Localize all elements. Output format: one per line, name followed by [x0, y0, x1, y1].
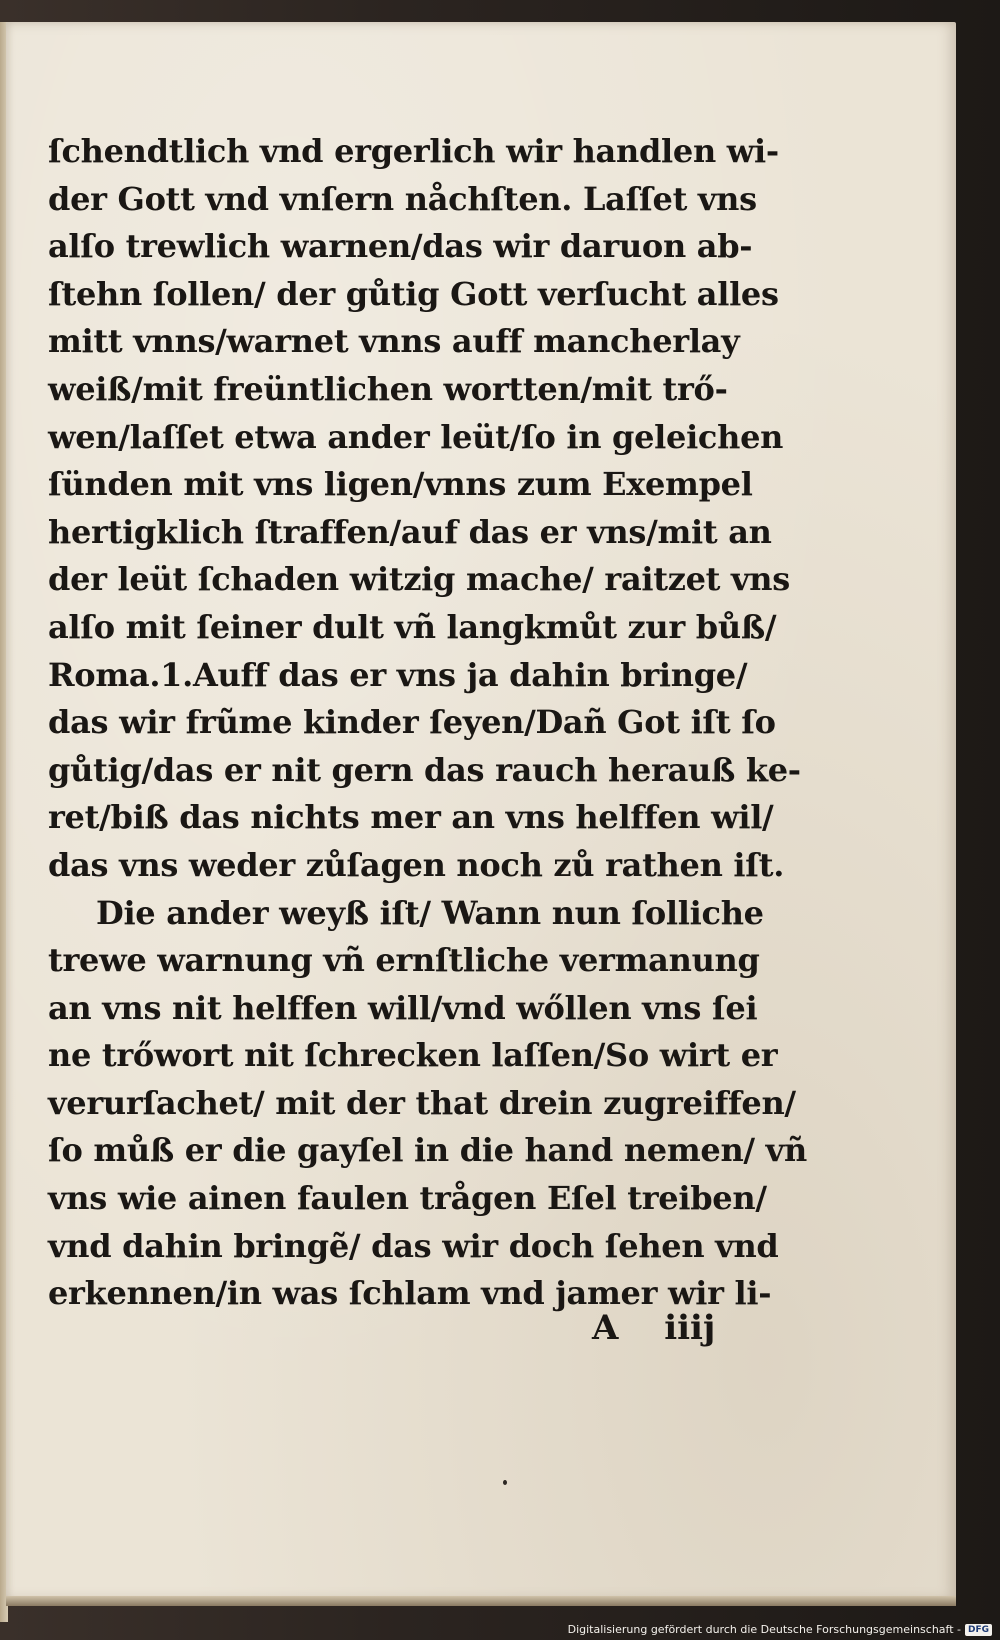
text-line: ſünden mit vns ligen/vnns zum Exempel	[48, 465, 753, 504]
text-line: ſo můß er die gayſel in die hand nemen/ vñ	[48, 1131, 807, 1170]
paragraph-start-line: Die ander weyß iſt/ Wann nun ſolliche	[96, 893, 764, 932]
text-line: verurſachet/ mit der that drein zugreiffen/	[48, 1083, 796, 1122]
text-line: hertigklich ſtraffen/auf das er vns/mit an	[48, 512, 772, 551]
text-line: erkennen/in was ſchlam vnd jamer wir li-	[48, 1274, 772, 1313]
text-line: das vns weder zůſagen noch zů rathen iſt.	[48, 845, 785, 884]
text-line: mitt vnns/warnet vnns auff mancherlay	[48, 322, 740, 361]
text-line: Roma.1.Auff das er vns ja dahin bringe/	[48, 655, 748, 694]
text-line: der Gott vnd vnſern nåchſten. Laſſet vns	[48, 179, 757, 218]
page-edge-bottom	[6, 1596, 956, 1606]
paper-speck	[503, 1480, 507, 1485]
digitization-credit	[568, 1623, 992, 1636]
dfg-logo-icon: DFG	[965, 1624, 992, 1636]
text-line: ſchendtlich vnd ergerlich wir handlen wi-	[48, 132, 779, 170]
text-line: vns wie ainen faulen trågen Eſel treiben/	[48, 1179, 767, 1218]
text-line: trewe warnung vñ ernſtliche vermanung	[48, 941, 760, 980]
text-line: wen/laſſet etwa ander leüt/ſo in geleichen	[48, 417, 784, 456]
signature-mark: A iiij	[592, 1308, 716, 1348]
text-line: der leüt ſchaden witzig mache/ raitzet vns	[48, 560, 790, 599]
text-line: vnd dahin bringẽ/ das wir doch ſehen vnd	[48, 1226, 779, 1265]
text-line: ne trőwort nit ſchrecken laſſen/So wirt er	[48, 1036, 778, 1075]
text-line: ret/biß das nichts mer an vns helffen wil/	[48, 798, 774, 837]
text-line: alſo trewlich warnen/das wir daruon ab-	[48, 227, 753, 266]
text-line: ſtehn ſollen/ der gůtig Gott verſucht alles	[48, 274, 779, 313]
credit-text: Digitalisierung gefördert durch die Deutsche Forschungsgemeinschaft -	[567, 1623, 961, 1636]
text-line: das wir frũme kinder ſeyen/Dañ Got iſt ſo	[48, 703, 776, 742]
page-text-block	[48, 128, 828, 1318]
text-line: weiß/mit freüntlichen wortten/mit trő-	[48, 369, 728, 408]
text-line: an vns nit helffen will/vnd wőllen vns ſei	[48, 988, 758, 1027]
text-line: gůtig/das er nit gern das rauch herauß ke-	[48, 750, 801, 789]
text-line: alſo mit ſeiner dult vñ langkmůt zur bůß/	[48, 607, 777, 646]
